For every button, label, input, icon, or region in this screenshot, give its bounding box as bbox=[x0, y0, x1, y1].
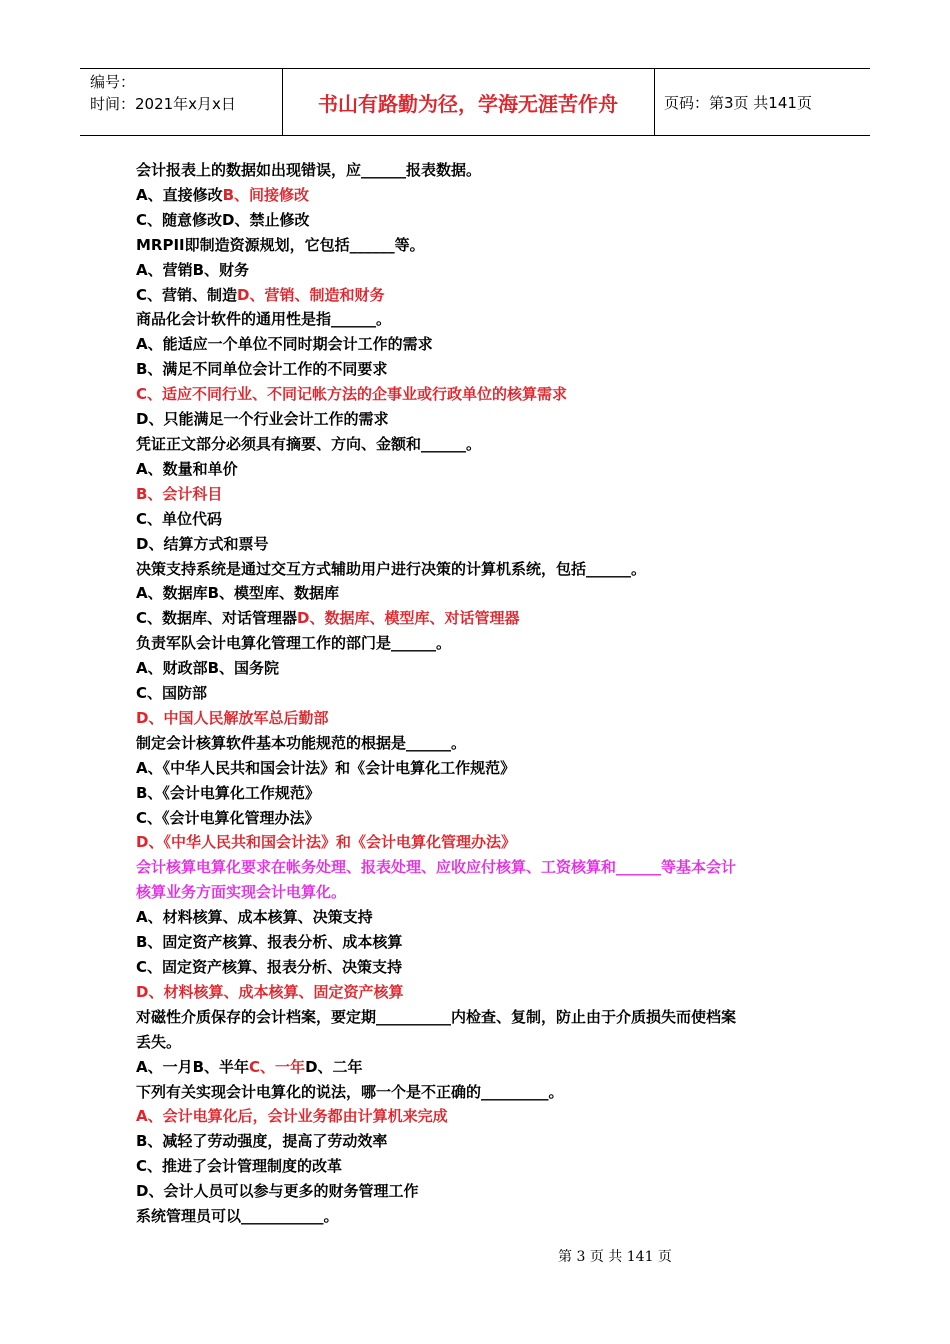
text-line bbox=[136, 880, 816, 905]
text-segment: C、营销、制造 bbox=[136, 285, 238, 304]
text-line bbox=[136, 307, 816, 332]
text-line bbox=[136, 532, 816, 557]
text-segment: D、二年 bbox=[305, 1057, 363, 1076]
text-line bbox=[136, 756, 816, 781]
text-segment: D、会计人员可以参与更多的财务管理工作 bbox=[136, 1182, 419, 1201]
text-segment: D、中国人民解放军总后勤部 bbox=[136, 708, 329, 727]
text-line bbox=[136, 955, 816, 980]
text-segment: 核算业务方面实现会计电算化。 bbox=[136, 883, 347, 902]
text-line bbox=[136, 208, 816, 233]
page-footer: 第 3 页 共 141 页 bbox=[558, 1249, 672, 1265]
header-motto: 书山有路勤为径，学海无涯苦作舟 bbox=[318, 91, 618, 116]
text-line bbox=[136, 357, 816, 382]
text-line bbox=[136, 457, 816, 482]
text-segment: 制定会计核算软件基本功能规范的根据是______。 bbox=[136, 733, 467, 752]
text-segment: B、间接修改 bbox=[222, 185, 310, 204]
text-line bbox=[136, 855, 816, 880]
text-line bbox=[136, 706, 816, 731]
text-line bbox=[136, 1204, 816, 1229]
text-segment: D、结算方式和票号 bbox=[136, 534, 269, 553]
question-list bbox=[136, 158, 816, 1229]
text-line bbox=[136, 1030, 816, 1055]
text-segment: C、适应不同行业、不同记帐方法的企事业或行政单位的核算需求 bbox=[136, 385, 568, 404]
text-line bbox=[136, 781, 816, 806]
text-segment: B、减轻了劳动强度，提高了劳动效率 bbox=[136, 1132, 388, 1151]
text-segment: B、《会计电算化工作规范》 bbox=[136, 783, 320, 802]
text-segment: B、固定资产核算、报表分析、成本核算 bbox=[136, 933, 403, 952]
text-line bbox=[136, 631, 816, 656]
text-line bbox=[136, 407, 816, 432]
text-segment: C、单位代码 bbox=[136, 509, 223, 528]
text-segment: C、一年 bbox=[249, 1057, 306, 1076]
text-segment: A、数据库B、模型库、数据库 bbox=[136, 584, 340, 603]
text-line bbox=[136, 1154, 816, 1179]
text-segment: 对磁性介质保存的会计档案，要定期__________内检查、复制，防止由于介质损失而使档案 bbox=[136, 1007, 737, 1026]
text-segment: 决策支持系统是通过交互方式辅助用户进行决策的计算机系统，包括______。 bbox=[136, 559, 647, 578]
text-segment: A、材料核算、成本核算、决策支持 bbox=[136, 908, 373, 927]
text-line bbox=[136, 183, 816, 208]
page-header bbox=[80, 68, 870, 136]
text-segment: 会计报表上的数据如出现错误，应______报表数据。 bbox=[136, 161, 482, 179]
text-line bbox=[136, 507, 816, 532]
text-segment: C、随意修改D、禁止修改 bbox=[136, 210, 310, 229]
text-line bbox=[136, 1080, 816, 1105]
text-line bbox=[136, 731, 816, 756]
document-number-label: 编号： bbox=[90, 73, 136, 91]
text-segment: A、营销B、财务 bbox=[136, 260, 250, 279]
text-line bbox=[136, 1179, 816, 1204]
text-segment: D、材料核算、成本核算、固定资产核算 bbox=[136, 982, 404, 1001]
text-segment: B、满足不同单位会计工作的不同要求 bbox=[136, 360, 388, 379]
text-segment: 丢失。 bbox=[136, 1032, 182, 1051]
text-line bbox=[136, 233, 816, 258]
text-segment: D、只能满足一个行业会计工作的需求 bbox=[136, 410, 389, 429]
text-line bbox=[136, 1055, 816, 1080]
text-line bbox=[136, 382, 816, 407]
text-segment: B、会计科目 bbox=[136, 484, 223, 503]
text-segment: C、数据库、对话管理器 bbox=[136, 609, 298, 628]
text-line bbox=[136, 283, 816, 308]
document-date: 时间：2021年x月x日 bbox=[90, 95, 236, 113]
text-segment: A、数量和单价 bbox=[136, 459, 238, 478]
text-line bbox=[136, 581, 816, 606]
text-line bbox=[136, 158, 816, 183]
header-page-info: 页码：第3页 共141页 bbox=[664, 93, 812, 112]
text-line bbox=[136, 806, 816, 831]
text-line bbox=[136, 1129, 816, 1154]
header-left-cell bbox=[90, 71, 236, 115]
text-line bbox=[136, 1005, 816, 1030]
text-line bbox=[136, 656, 816, 681]
header-divider-right bbox=[654, 69, 655, 135]
text-segment: 会计核算电算化要求在帐务处理、报表处理、应收应付核算、工资核算和______等基本会计 bbox=[136, 858, 737, 877]
text-segment: D、数据库、模型库、对话管理器 bbox=[297, 609, 520, 628]
text-segment: MRPII即制造资源规划，它包括______等。 bbox=[136, 235, 425, 254]
text-segment: A、财政部B、国务院 bbox=[136, 659, 280, 678]
text-line bbox=[136, 930, 816, 955]
text-segment: C、《会计电算化管理办法》 bbox=[136, 808, 320, 827]
text-segment: A、《中华人民共和国会计法》和《会计电算化工作规范》 bbox=[136, 758, 516, 777]
text-line bbox=[136, 681, 816, 706]
text-line bbox=[136, 482, 816, 507]
text-segment: C、国防部 bbox=[136, 684, 208, 703]
text-segment: C、固定资产核算、报表分析、决策支持 bbox=[136, 958, 403, 976]
text-line bbox=[136, 980, 816, 1005]
text-line bbox=[136, 905, 816, 930]
text-line bbox=[136, 432, 816, 457]
text-line bbox=[136, 830, 816, 855]
text-segment: 下列有关实现会计电算化的说法，哪一个是不正确的_________。 bbox=[136, 1082, 564, 1101]
text-segment: 商品化会计软件的通用性是指______。 bbox=[136, 310, 392, 329]
text-segment: D、营销、制造和财务 bbox=[237, 285, 385, 304]
text-line bbox=[136, 332, 816, 357]
text-segment: A、会计电算化后，会计业务都由计算机来完成 bbox=[136, 1107, 448, 1126]
text-segment: C、推进了会计管理制度的改革 bbox=[136, 1157, 343, 1176]
text-segment: D、《中华人民共和国会计法》和《会计电算化管理办法》 bbox=[136, 833, 516, 852]
text-segment: 凭证正文部分必须具有摘要、方向、金额和______。 bbox=[136, 434, 482, 453]
text-line bbox=[136, 1104, 816, 1129]
text-line bbox=[136, 258, 816, 283]
text-segment: 负责军队会计电算化管理工作的部门是______。 bbox=[136, 634, 452, 653]
text-segment: A、一月B、半年 bbox=[136, 1057, 250, 1076]
text-segment: A、能适应一个单位不同时期会计工作的需求 bbox=[136, 335, 433, 354]
text-line bbox=[136, 606, 816, 631]
text-line bbox=[136, 557, 816, 582]
text-segment: A、直接修改 bbox=[136, 185, 223, 204]
text-segment: 系统管理员可以___________。 bbox=[136, 1207, 339, 1226]
